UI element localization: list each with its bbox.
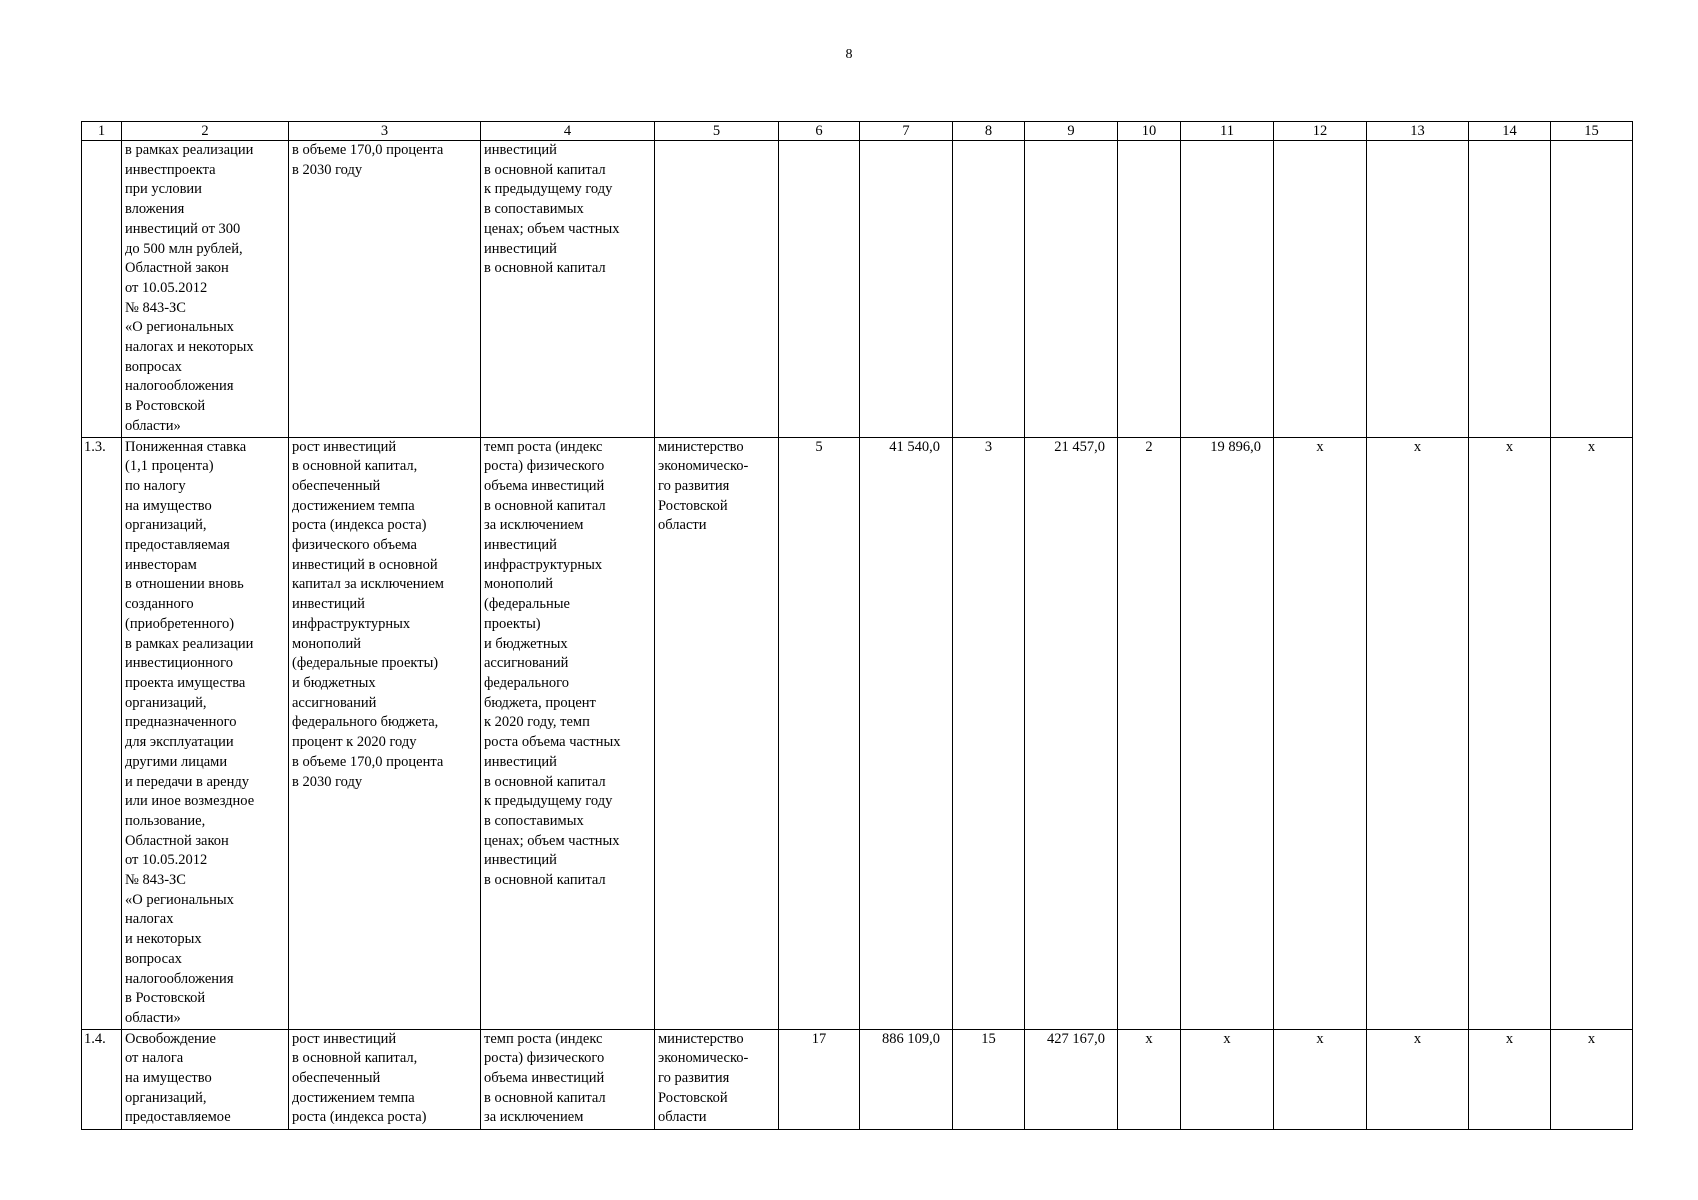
value-cell (1181, 141, 1274, 438)
benefit-description: Освобождение от налога на имущество организаций, предоставляемое (122, 1029, 289, 1129)
indicator-cell: инвестиций в основной капитал к предыдущему году в сопоставимых ценах; объем частных инвестиций в основной капитал (481, 141, 655, 438)
value-cell: х (1469, 1029, 1551, 1129)
value-cell: 21 457,0 (1025, 437, 1118, 1029)
column-number-row (82, 122, 1633, 141)
benefits-table (81, 121, 1633, 1130)
value-cell (1551, 141, 1633, 438)
column-number: 1 (82, 122, 122, 141)
goal-cell: рост инвестиций в основной капитал, обеспеченный достижением темпа роста (индекса роста) физического объема инвестиций в основной капитал за исключением инвестиций инфраструктурных монополий (федеральные проекты) и бюджетных ассигнований федерального бюджета, процент к 2020 году в объеме 170,0 процента в 2030 году (289, 437, 481, 1029)
table-row (82, 141, 1633, 438)
value-cell: х (1274, 437, 1367, 1029)
value-cell: 427 167,0 (1025, 1029, 1118, 1129)
row-index: 1.4. (82, 1029, 122, 1129)
column-number: 8 (953, 122, 1025, 141)
column-number: 14 (1469, 122, 1551, 141)
value-cell (1469, 141, 1551, 438)
value-cell (1118, 141, 1181, 438)
curator-cell (655, 141, 779, 438)
row-index: 1.3. (82, 437, 122, 1029)
column-number: 13 (1367, 122, 1469, 141)
value-cell: х (1367, 1029, 1469, 1129)
value-cell: х (1274, 1029, 1367, 1129)
value-cell: х (1469, 437, 1551, 1029)
value-cell: 15 (953, 1029, 1025, 1129)
value-cell (1367, 141, 1469, 438)
value-cell: 2 (1118, 437, 1181, 1029)
goal-cell: рост инвестиций в основной капитал, обеспеченный достижением темпа роста (индекса роста) (289, 1029, 481, 1129)
value-cell: 19 896,0 (1181, 437, 1274, 1029)
column-number: 10 (1118, 122, 1181, 141)
table-row (82, 437, 1633, 1029)
column-number: 5 (655, 122, 779, 141)
indicator-cell: темп роста (индекс роста) физического объема инвестиций в основной капитал за исключением (481, 1029, 655, 1129)
column-number: 2 (122, 122, 289, 141)
indicator-cell: темп роста (индекс роста) физического объема инвестиций в основной капитал за исключением инвестиций инфраструктурных монополий (федеральные проекты) и бюджетных ассигнований федерального бюджета, процент к 2020 году, темп роста объема частных инвестиций в основной капитал к предыдущему году в сопоставимых ценах; объем частных инвестиций в основной капитал (481, 437, 655, 1029)
row-index (82, 141, 122, 438)
value-cell (860, 141, 953, 438)
benefit-description: в рамках реализации инвестпроекта при условии вложения инвестиций от 300 до 500 млн рублей, Областной закон от 10.05.2012 № 843-ЗС «О региональных налогах и некоторых вопросах налогообложения в Ростовской области» (122, 141, 289, 438)
column-number: 7 (860, 122, 953, 141)
page-number: 8 (845, 47, 853, 62)
value-cell: х (1118, 1029, 1181, 1129)
column-number: 4 (481, 122, 655, 141)
value-cell: 17 (779, 1029, 860, 1129)
value-cell (779, 141, 860, 438)
column-number: 3 (289, 122, 481, 141)
value-cell (1274, 141, 1367, 438)
column-number: 9 (1025, 122, 1118, 141)
value-cell: 41 540,0 (860, 437, 953, 1029)
value-cell: х (1551, 1029, 1633, 1129)
column-number: 12 (1274, 122, 1367, 141)
benefit-description: Пониженная ставка (1,1 процента) по налогу на имущество организаций, предоставляемая инвесторам в отношении вновь созданного (приобретенного) в рамках реализации инвестиционного проекта имущества организаций, предназначенного для эксплуатации другими лицами и передачи в аренду или иное возмездное пользование, Областной закон от 10.05.2012 № 843-ЗС «О региональных налогах и некоторых вопросах налогообложения в Ростовской области» (122, 437, 289, 1029)
value-cell: х (1551, 437, 1633, 1029)
curator-cell: министерство экономическо- го развития Ростовской области (655, 1029, 779, 1129)
value-cell: 886 109,0 (860, 1029, 953, 1129)
column-number: 11 (1181, 122, 1274, 141)
value-cell: 5 (779, 437, 860, 1029)
column-number: 6 (779, 122, 860, 141)
value-cell (953, 141, 1025, 438)
goal-cell: в объеме 170,0 процента в 2030 году (289, 141, 481, 438)
value-cell: х (1181, 1029, 1274, 1129)
table-row (82, 1029, 1633, 1129)
value-cell: х (1367, 437, 1469, 1029)
column-number: 15 (1551, 122, 1633, 141)
curator-cell: министерство экономическо- го развития Ростовской области (655, 437, 779, 1029)
value-cell: 3 (953, 437, 1025, 1029)
value-cell (1025, 141, 1118, 438)
